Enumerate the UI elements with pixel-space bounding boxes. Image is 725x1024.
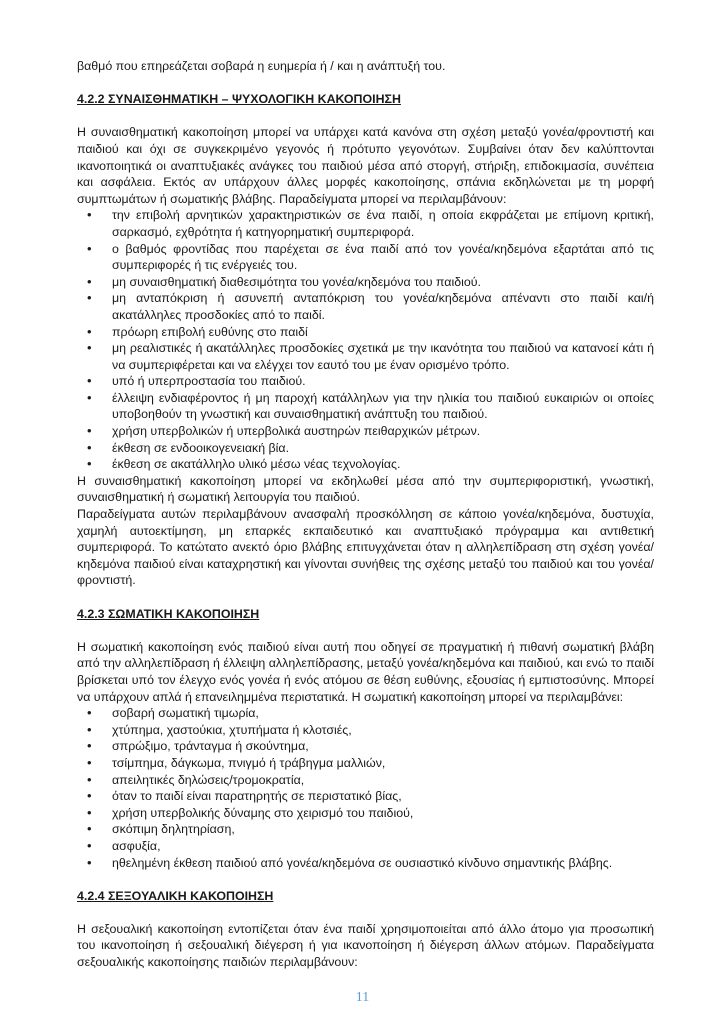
list-item: • ο βαθμός φροντίδας που παρέχεται σε ένα παιδί από τον γονέα/κηδεμόνα εξαρτάται από τις συμπεριφορές ή τις ενέργειές του. <box>77 241 654 274</box>
page-number: 11 <box>355 990 370 1005</box>
list-item: • πρόωρη επιβολή ευθύνης στο παιδί <box>77 324 654 341</box>
section-4-2-2-bullets <box>77 207 654 473</box>
section-heading-4-2-4: 4.2.4 ΣΕΞΟΥΑΛΙΚΗ ΚΑΚΟΠΟΙΗΣΗ <box>77 888 274 903</box>
list-item: • χτύπημα, χαστούκια, χτυπήματα ή κλοτσιές, <box>77 722 654 739</box>
list-item: • ηθελημένη έκθεση παιδιού από γονέα/κηδεμόνα σε ουσιαστικό κίνδυνο σημαντικής βλάβης. <box>77 855 654 872</box>
list-item: • έλλειψη ενδιαφέροντος ή μη παροχή κατάλληλων για την ηλικία του παιδιού ευκαιριών οι οποίες υποβοηθούν τη γνωστική και συναισθηματική ανάπτυξη του παιδιού. <box>77 390 654 423</box>
section-4-2-2-after-1: Η συναισθηματική κακοποίηση μπορεί να εκδηλωθεί μέσα από την συμπεριφοριστική, γνωστική, συναισθηματική ή σωματική λειτουργία του παιδιού. <box>77 473 654 505</box>
section-4-2-3-intro: Η σωματική κακοποίηση ενός παιδιού είναι αυτή που οδηγεί σε πραγματική ή πιθανή σωματική βλάβη από την αλληλεπίδραση ή έλλειψη αλληλεπίδρασης, μεταξύ γονέα/κηδεμόνα και παιδιού, και ενώ το παιδί βρίσκεται υπό τον έλεγχο ενός γονέα ή ενός ατόμου σε θέση ευθύνης, εξουσίας ή εμπιστοσύνης. Μπορεί να υπάρχουν απλά ή επανειλημμένα περιστατικά. Η σωματική κακοποίηση μπορεί να περιλαμβάνει: <box>77 639 654 704</box>
document-page <box>77 58 654 971</box>
section-heading-4-2-2: 4.2.2 ΣΥΝΑΙΣΘΗΜΑΤΙΚΗ – ΨΥΧΟΛΟΓΙΚΗ ΚΑΚΟΠΟΙΗΣΗ <box>77 92 401 107</box>
list-item: • έκθεση σε ακατάλληλο υλικό μέσω νέας τεχνολογίας. <box>77 456 654 473</box>
list-item: • την επιβολή αρνητικών χαρακτηριστικών σε ένα παιδί, η οποία εκφράζεται με επίμονη κριτική, σαρκασμό, εχθρότητα ή κατηγορηματική συμπεριφορά. <box>77 207 654 240</box>
list-item: • υπό ή υπερπροστασία του παιδιού. <box>77 373 654 390</box>
list-item: • απειλητικές δηλώσεις/τρομοκρατία, <box>77 772 654 789</box>
section-4-2-3-bullets <box>77 705 654 871</box>
section-4-2-2-intro: Η συναισθηματική κακοποίηση μπορεί να υπάρχει κατά κανόνα στη σχέση μεταξύ γονέα/φροντιστή και παιδιού και όχι σε συγκεκριμένο γεγονός ή πρότυπο γεγονότων. Συμβαίνει όταν δεν καλύπτονται ικανοποιητικά οι αναπτυξιακές ανάγκες του παιδιού μέσα από στοργή, στήριξη, επιδοκιμασία, συνέπεια και ασφάλεια. Εκτός αν υπάρχουν άλλες μορφές κακοποίησης, σπάνια εκδηλώνεται με τη μορφή συμπτωμάτων ή σωματικής βλάβης. Παραδείγματα μπορεί να περιλαμβάνουν: <box>77 125 654 206</box>
section-4-2-2-after-2: Παραδείγματα αυτών περιλαμβάνουν ανασφαλή προσκόλληση σε κάποιο γονέα/κηδεμόνα, δυστυχία, χαμηλή αυτοεκτίμηση, μη επαρκές εκπαιδευτικό και αναπτυξιακό πρόγραμμα και αντιθετική συμπεριφορά. Το κατώτατο ανεκτό όριο βλάβης επιτυγχάνεται όταν η αλληλεπίδραση στη σχέση γονέα/κηδεμόνα παιδιού είναι καταχρηστική και γίνονται συνήθεις της σχέσης μεταξύ του παιδιού και του γονέα/φροντιστή. <box>77 507 654 588</box>
list-item: • όταν το παιδί είναι παρατηρητής σε περιστατικό βίας, <box>77 788 654 805</box>
section-4-2-4-intro: Η σεξουαλική κακοποίηση εντοπίζεται όταν ένα παιδί χρησιμοποιείται από άλλο άτομο για προσωπική του ικανοποίηση ή σεξουαλική διέγερση ή για ικανοποίηση ή διέγερση άλλων ατόμων. Παραδείγματα σεξουαλικής κακοποίησης παιδιών περιλαμβάνουν: <box>77 921 654 970</box>
list-item: • μη ρεαλιστικές ή ακατάλληλες προσδοκίες σχετικά με την ικανότητα του παιδιού να κατανοεί κάτι ή να συμπεριφέρεται και να ελέγχει τον εαυτό του με έναν ορισμένο τρόπο. <box>77 340 654 373</box>
section-heading-4-2-3: 4.2.3 ΣΩΜΑΤΙΚΗ ΚΑΚΟΠΟΙΗΣΗ <box>77 606 260 621</box>
list-item: • ασφυξία, <box>77 838 654 855</box>
list-item: • σκόπιμη δηλητηρίαση, <box>77 821 654 838</box>
intro-line: βαθμό που επηρεάζεται σοβαρά η ευημερία ή / και η ανάπτυξή του. <box>77 59 446 73</box>
list-item: • σπρώξιμο, τράνταγμα ή σκούντημα, <box>77 738 654 755</box>
list-item: • έκθεση σε ενδοοικογενειακή βία. <box>77 440 654 457</box>
list-item: • σοβαρή σωματική τιμωρία, <box>77 705 654 722</box>
list-item: • μη ανταπόκριση ή ασυνεπή ανταπόκριση του γονέα/κηδεμόνα απέναντι στο παιδί και/ή ακατάλληλες προσδοκίες από το παιδί. <box>77 290 654 323</box>
list-item: • χρήση υπερβολικών ή υπερβολικά αυστηρών πειθαρχικών μέτρων. <box>77 423 654 440</box>
list-item: • μη συναισθηματική διαθεσιμότητα του γονέα/κηδεμόνα του παιδιού. <box>77 274 654 291</box>
list-item: • χρήση υπερβολικής δύναμης στο χειρισμό του παιδιού, <box>77 805 654 822</box>
list-item: • τσίμπημα, δάγκωμα, πνιγμό ή τράβηγμα μαλλιών, <box>77 755 654 772</box>
